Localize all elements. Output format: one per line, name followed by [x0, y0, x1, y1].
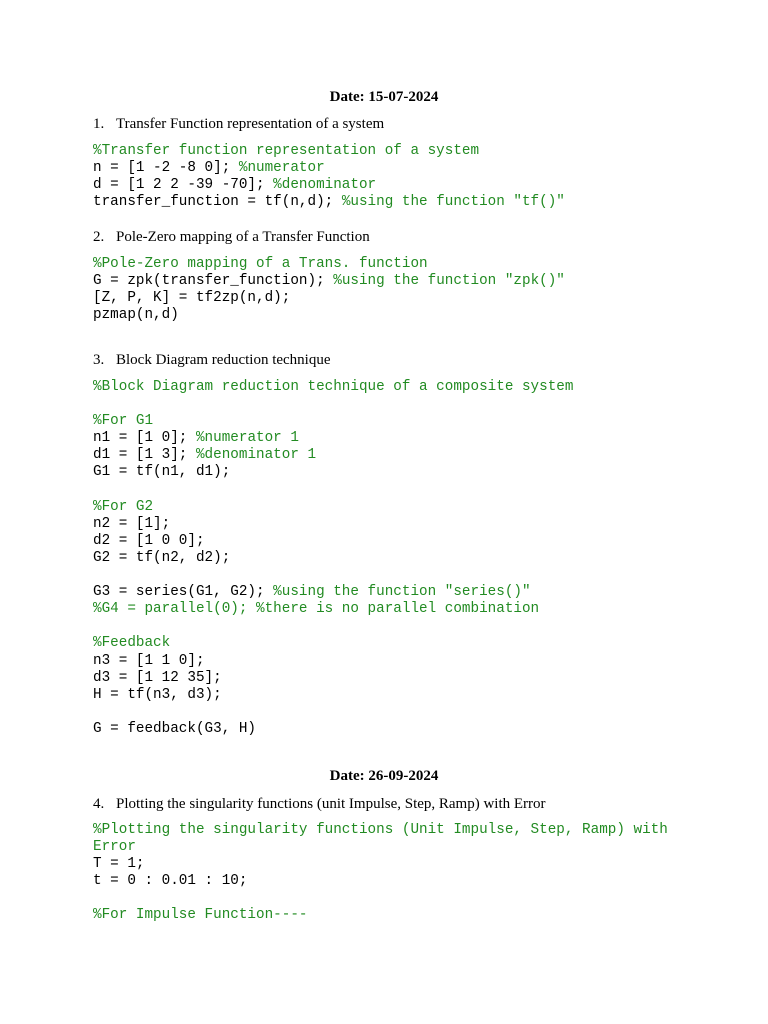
code-line — [93, 499, 573, 516]
code-text: G2 = tf(n2, d2); — [93, 549, 231, 566]
code-line — [93, 482, 573, 499]
section-title: Block Diagram reduction technique — [116, 352, 331, 368]
code-line — [93, 160, 565, 177]
code-comment: %For G1 — [93, 413, 154, 430]
code-line — [93, 670, 573, 687]
code-text: t = 0 : 0.01 : 10; — [93, 873, 248, 890]
code-line — [93, 721, 573, 738]
code-comment: %numerator — [238, 160, 325, 177]
code-line — [93, 907, 668, 924]
code-comment: %using the function "series()" — [273, 584, 531, 601]
code-line — [93, 822, 668, 839]
date-heading: Date: 15-07-2024 — [329, 89, 439, 105]
code-block — [93, 143, 565, 211]
code-text: transfer_function = tf(n,d); — [93, 194, 342, 211]
code-line — [93, 839, 668, 856]
code-line — [93, 856, 668, 873]
code-text: d1 = [1 3]; — [93, 447, 196, 464]
code-line — [93, 194, 565, 211]
code-text: G = zpk(transfer_function); — [93, 273, 334, 290]
code-line — [93, 618, 573, 635]
code-line — [93, 601, 573, 618]
code-line — [93, 653, 573, 670]
code-text: n2 = [1]; — [93, 515, 171, 532]
section-number: 3. — [93, 352, 105, 368]
code-block — [93, 256, 565, 324]
code-comment: %using the function "tf()" — [341, 194, 565, 211]
code-comment: %denominator 1 — [195, 447, 317, 464]
code-line — [93, 635, 573, 652]
code-block — [93, 379, 573, 738]
code-line — [93, 873, 668, 890]
code-line — [93, 687, 573, 704]
code-comment: %Pole-Zero mapping of a Trans. function — [93, 256, 428, 272]
code-text: d2 = [1 0 0]; — [93, 532, 205, 549]
code-line — [93, 567, 573, 584]
code-comment: %Feedback — [93, 635, 171, 652]
code-line — [93, 256, 565, 273]
code-line — [93, 464, 573, 481]
code-line — [93, 550, 573, 567]
section-heading — [93, 115, 384, 133]
section-heading — [93, 228, 370, 246]
code-comment: %For G2 — [93, 498, 154, 515]
code-comment: %using the function "zpk()" — [333, 273, 565, 290]
code-comment: %Block Diagram reduction technique of a composite system — [93, 379, 574, 395]
code-line — [93, 307, 565, 324]
code-comment: %numerator 1 — [195, 430, 299, 447]
code-block — [93, 822, 668, 925]
code-text: G = feedback(G3, H) — [93, 720, 257, 737]
code-text: d = [1 2 2 -39 -70]; — [93, 177, 274, 194]
code-line — [93, 379, 573, 396]
code-comment: Error — [93, 839, 136, 856]
code-text: d3 = [1 12 35]; — [93, 669, 222, 686]
code-line — [93, 430, 573, 447]
code-line — [93, 273, 565, 290]
code-line — [93, 143, 565, 160]
section-title: Plotting the singularity functions (unit Impulse, Step, Ramp) with Error — [116, 796, 546, 812]
code-line — [93, 704, 573, 721]
section-title: Transfer Function representation of a system — [116, 116, 385, 132]
code-comment: %Plotting the singularity functions (Unit Impulse, Step, Ramp) with — [93, 822, 668, 838]
section-number: 2. — [93, 229, 105, 245]
code-comment: %Transfer function representation of a system — [93, 143, 480, 159]
code-line — [93, 177, 565, 194]
section-heading — [93, 351, 331, 369]
code-text: [Z, P, K] = tf2zp(n,d); — [93, 290, 291, 307]
code-text: T = 1; — [93, 856, 145, 873]
section-number: 4. — [93, 796, 105, 812]
date-heading: Date: 26-09-2024 — [329, 768, 439, 784]
code-line — [93, 584, 573, 601]
code-line — [93, 447, 573, 464]
code-line — [93, 890, 668, 907]
code-line — [93, 290, 565, 307]
code-text: G1 = tf(n1, d1); — [93, 464, 231, 481]
code-line — [93, 516, 573, 533]
code-text: pzmap(n,d) — [93, 307, 179, 324]
code-text: n = [1 -2 -8 0]; — [93, 160, 239, 177]
code-comment: %For Impulse Function---- — [93, 907, 308, 924]
code-text: G3 = series(G1, G2); — [93, 584, 274, 601]
section-heading — [93, 795, 546, 813]
code-comment: %denominator — [273, 177, 377, 194]
code-line — [93, 413, 573, 430]
code-comment: %G4 = parallel(0); %there is no parallel combination — [93, 601, 540, 618]
code-line — [93, 396, 573, 413]
code-text: n1 = [1 0]; — [93, 430, 196, 447]
section-title: Pole-Zero mapping of a Transfer Function — [116, 229, 370, 245]
code-text: n3 = [1 1 0]; — [93, 652, 205, 669]
code-line — [93, 533, 573, 550]
code-text: H = tf(n3, d3); — [93, 686, 222, 703]
section-number: 1. — [93, 116, 105, 132]
